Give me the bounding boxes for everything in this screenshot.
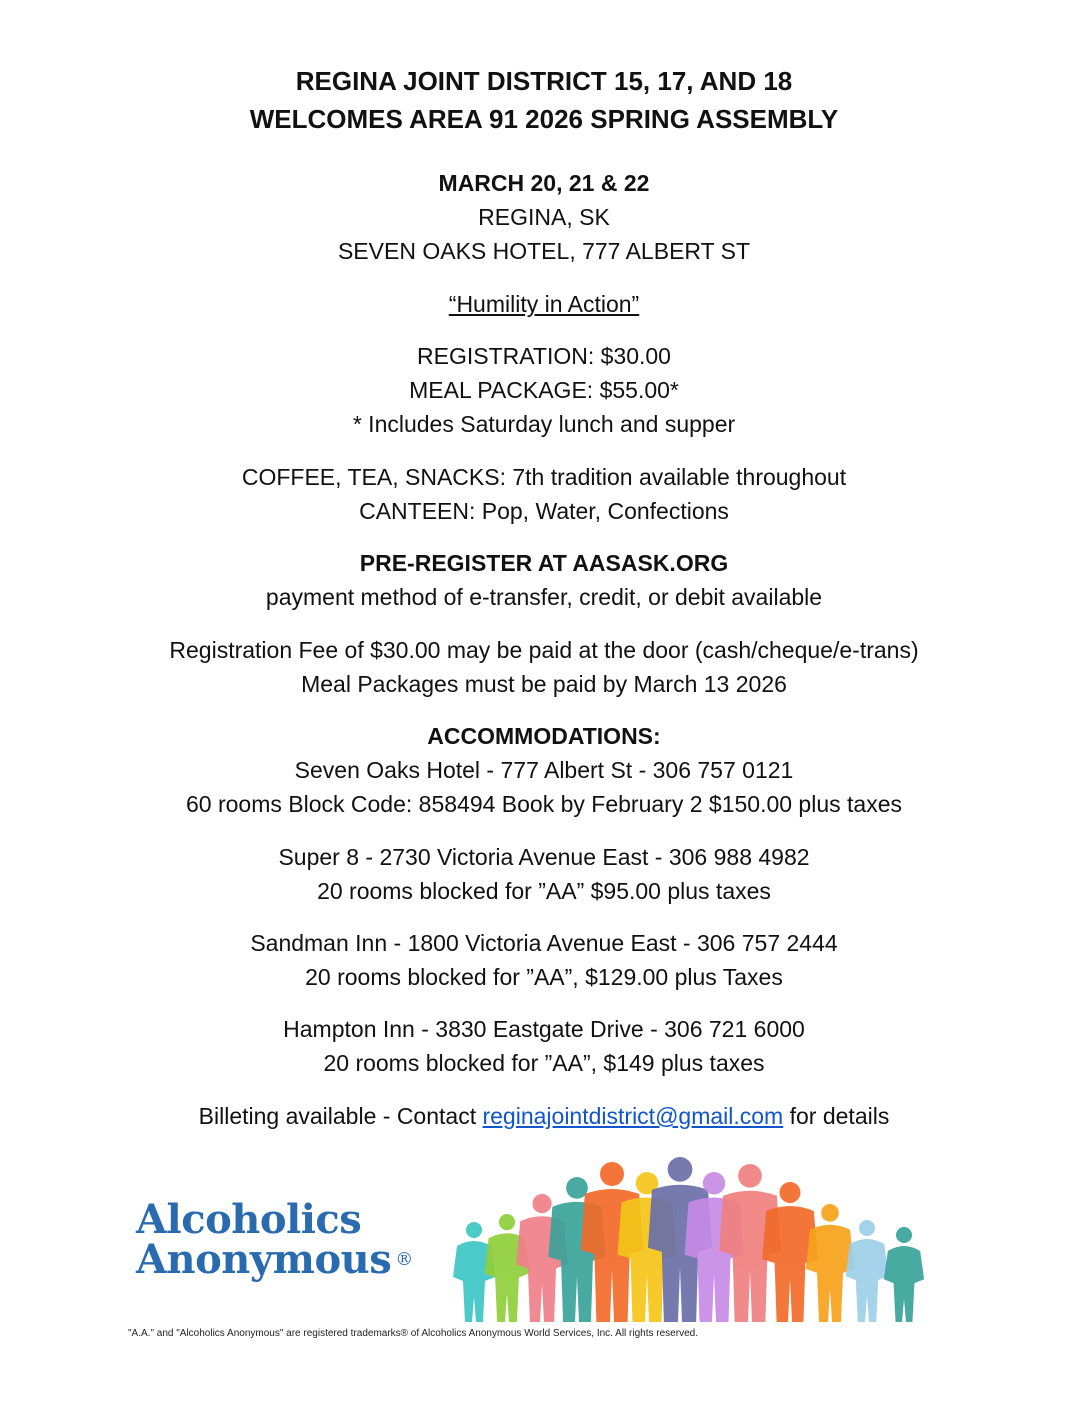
registered-mark: ® bbox=[395, 1249, 413, 1270]
preregister-block bbox=[0, 546, 1088, 614]
hotel-name-line: Seven Oaks Hotel - 777 Albert St - 306 757 0121 bbox=[294, 757, 794, 783]
canteen-line: CANTEEN: Pop, Water, Confections bbox=[359, 498, 729, 524]
coffee-line: COFFEE, TEA, SNACKS: 7th tradition available throughout bbox=[241, 464, 847, 490]
accommodations-heading: ACCOMMODATIONS: bbox=[427, 723, 661, 749]
extras-block bbox=[0, 460, 1088, 528]
title-line-1: REGINA JOINT DISTRICT 15, 17, AND 18 bbox=[295, 66, 793, 96]
hotel-block bbox=[0, 926, 1088, 994]
person-silhouette bbox=[846, 1220, 889, 1322]
aa-logo bbox=[136, 1196, 413, 1283]
hotel-name-line: Hampton Inn - 3830 Eastgate Drive - 306 721 6000 bbox=[283, 1016, 805, 1042]
event-details bbox=[0, 166, 1088, 268]
fees-block bbox=[0, 339, 1088, 441]
event-venue: SEVEN OAKS HOTEL, 777 ALBERT ST bbox=[337, 238, 751, 264]
event-theme-block bbox=[0, 287, 1088, 321]
door-fee-line: Registration Fee of $30.00 may be paid at the door (cash/cheque/e-trans) bbox=[169, 637, 919, 663]
logo-line-2-text: Anonymous bbox=[136, 1236, 392, 1283]
event-dates: MARCH 20, 21 & 22 bbox=[438, 170, 650, 196]
hotel-block bbox=[0, 1012, 1088, 1080]
contact-email-link[interactable]: reginajointdistrict@gmail.com bbox=[482, 1103, 784, 1129]
hotel-rooms-line: 60 rooms Block Code: 858494 Book by February 2 $150.00 plus taxes bbox=[186, 791, 902, 817]
people-silhouettes-image bbox=[452, 1150, 932, 1330]
accommodations-block bbox=[0, 719, 1088, 821]
meal-package-fee: MEAL PACKAGE: $55.00* bbox=[409, 377, 679, 403]
hotel-rooms-line: 20 rooms blocked for ”AA” $95.00 plus taxes bbox=[317, 878, 771, 904]
hotel-block bbox=[0, 840, 1088, 908]
logo-line-1: Alcoholics bbox=[136, 1196, 362, 1243]
preregister-heading: PRE-REGISTER AT AASASK.ORG bbox=[359, 550, 729, 576]
meal-note: * Includes Saturday lunch and supper bbox=[352, 411, 736, 437]
billeting-line bbox=[0, 1099, 1088, 1133]
door-payment-block bbox=[0, 633, 1088, 701]
hotel-name-line: Super 8 - 2730 Victoria Avenue East - 306 988 4982 bbox=[278, 844, 810, 870]
logo-line-2 bbox=[136, 1236, 413, 1283]
billeting-prefix: Billeting available - Contact bbox=[198, 1103, 477, 1129]
page-title bbox=[0, 62, 1088, 138]
payment-methods: payment method of e-transfer, credit, or debit available bbox=[265, 584, 823, 610]
event-theme: “Humility in Action” bbox=[448, 291, 640, 317]
person-silhouette bbox=[884, 1227, 924, 1322]
hotel-rooms-line: 20 rooms blocked for ”AA”, $129.00 plus Taxes bbox=[305, 964, 783, 990]
title-line-2: WELCOMES AREA 91 2026 SPRING ASSEMBLY bbox=[249, 104, 839, 134]
registration-fee: REGISTRATION: $30.00 bbox=[417, 343, 671, 369]
meal-deadline-line: Meal Packages must be paid by March 13 2026 bbox=[301, 671, 787, 697]
hotel-rooms-line: 20 rooms blocked for ”AA”, $149 plus taxes bbox=[323, 1050, 765, 1076]
trademark-footer: "A.A." and "Alcoholics Anonymous" are registered trademarks® of Alcoholics Anonymous World Services, Inc. All rights reserved. bbox=[128, 1328, 698, 1339]
event-city: REGINA, SK bbox=[478, 204, 610, 230]
billeting-suffix: for details bbox=[789, 1103, 890, 1129]
hotel-name-line: Sandman Inn - 1800 Victoria Avenue East - 306 757 2444 bbox=[250, 930, 838, 956]
